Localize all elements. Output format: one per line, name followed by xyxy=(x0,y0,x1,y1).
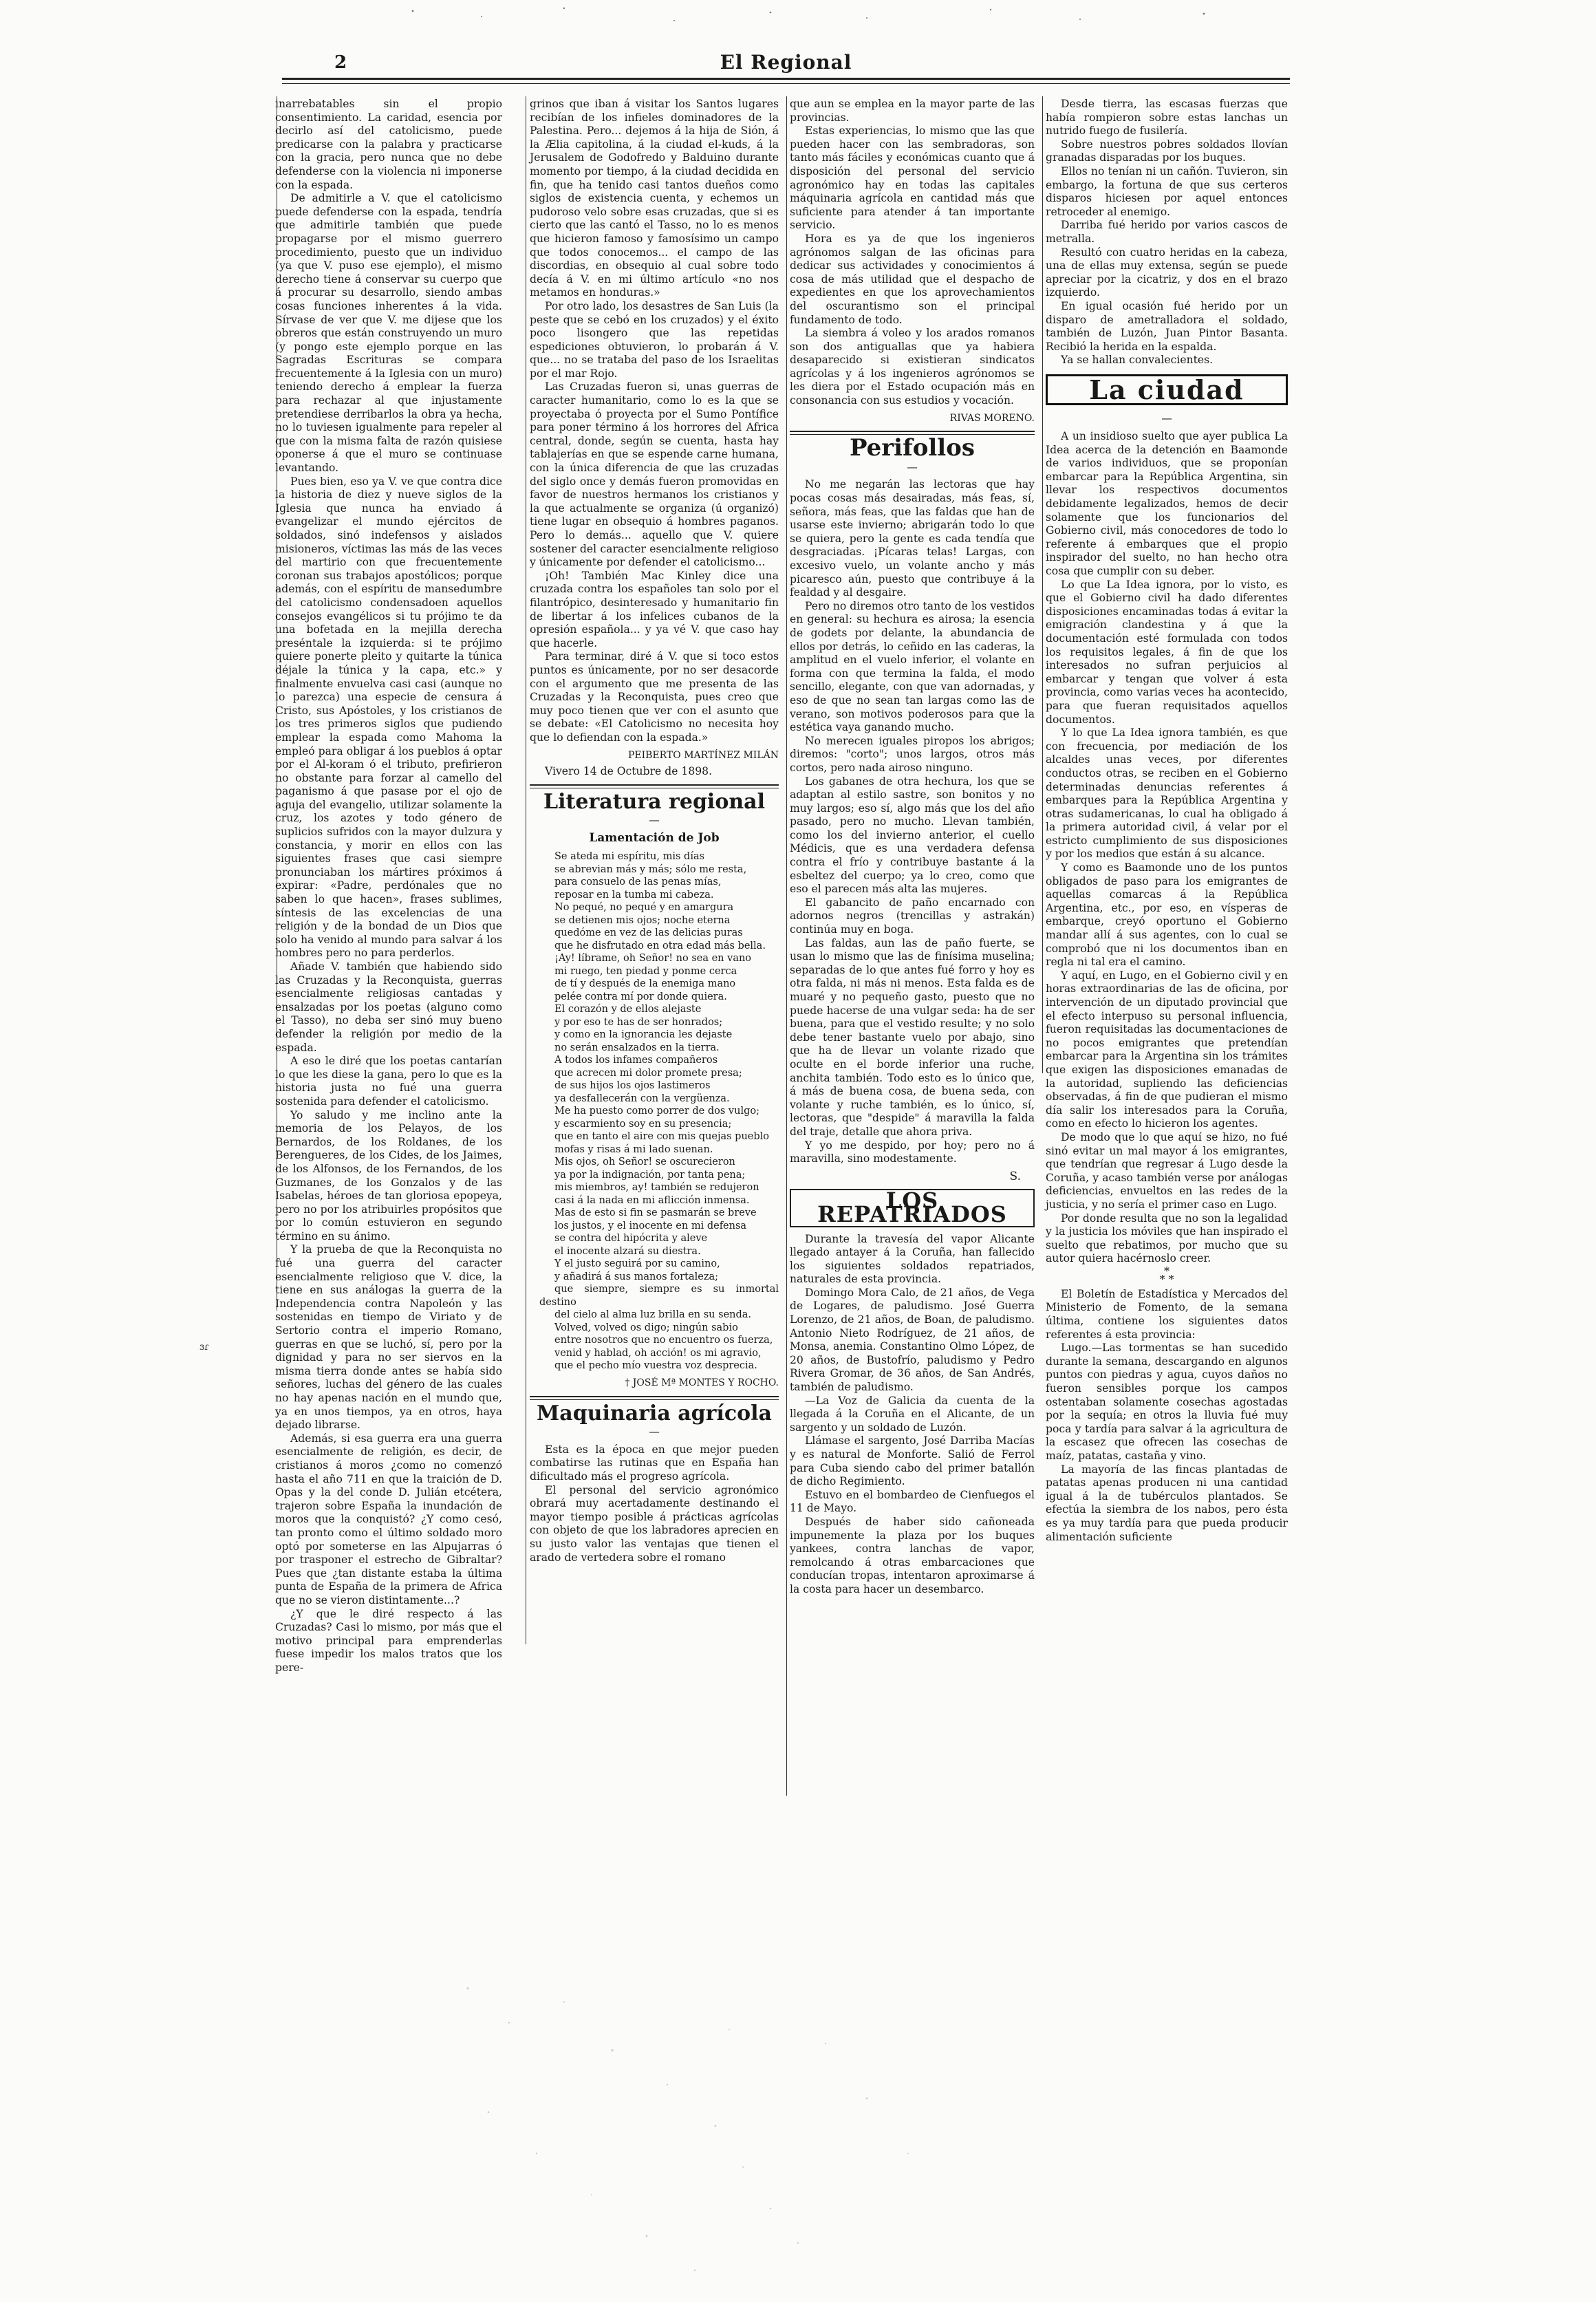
poem-line: entre nosotros que no encuentro os fuerza, xyxy=(554,1335,773,1346)
section-rule xyxy=(530,1396,779,1400)
paragraph: Darriba fué herido por varios cascos de metralla. xyxy=(1046,219,1288,245)
poem-line: que siempre, siempre es su inmortal destino xyxy=(539,1284,779,1308)
paragraph: No merecen iguales piropos los abrigos; diremos: "corto"; unos largos, otros más cortos, pero nada airoso ninguno. xyxy=(790,734,1035,774)
paragraph: ¡Oh! También Mac Kinley dice una cruzada contra los españoles tan solo por el filantrópico, desinteresado y humanitario fin de libertar á los infelices cubanos de la opresión española... y ya vé V. que caso hay que hacerle. xyxy=(530,569,779,649)
poem-line: ya por la indignación, por tanta pena; xyxy=(554,1169,746,1181)
paragraph: Desde tierra, las escasas fuerzas que había rompieron sobre estas lanchas un nutrido fuego de fusilería. xyxy=(1046,98,1288,138)
paragraph: A un insidioso suelto que ayer publica La Idea acerca de la detención en Baamonde de varios individuos, que se proponían embarcar para la República Argentina, sin llevar los respectivos documentos debidamente legalizados, hemos de decir solamente que los funcionarios del Gobierno civil, más conocedores de todo lo referente á embarques que el propio inspirador del suelto, no han hecho otra cosa que cumplir con su deber. xyxy=(1046,430,1288,577)
poem-line: Volved, volved os digo; ningún sabio xyxy=(554,1322,738,1333)
section-rule xyxy=(530,784,779,788)
poem-line: Se ateda mi espíritu, mis días xyxy=(554,851,705,863)
paragraph: Las faldas, aun las de paño fuerte, se usan lo mismo que las de finísima muselina; separadas de lo que antes fué forro y hoy es otra falda, ni más ni menos. Esta falda es de muaré y no pequeño gasto, puesto que no puede hacerse de una vulgar seda: ha de ser buena, para que el vestido resulte; y no solo debe tener bastante vuelo por abajo, sino que ha de llevar un volante rizado que oculte en el borde inferior una ruche, anchita también. Todo esto es lo único que, á más de buena cosa, de buena seda, con volante y ruche también, es lo único, sí, lectoras, que "despide" á maravilla la falda del traje, detalle que ahora priva. xyxy=(790,936,1035,1138)
poem-line: y añadirá á sus manos fortaleza; xyxy=(554,1271,719,1282)
paragraph: Domingo Mora Calo, de 21 años, de Vega de Logares, de paludismo. José Guerra Lorenzo, de 21 años, de Boan, de paludismo. Antonio Nieto Rodríguez, de 21 años, de Monsa, anemia. Constantino Olmo López, de 20 años, de Bustofrío, paludismo y Pedro Rivera Gromar, de 36 años, de San Andrés, también de paludismo. xyxy=(790,1286,1035,1394)
paragraph: Estas experiencias, lo mismo que las que pueden hacer con las sembradoras, son tanto más fáciles y económicas cuanto que á disposición del personal del servicio agronómico hay en todas las capitales máquinaria agrícola en cantidad más que suficiente para atender á tan importante servicio. xyxy=(790,125,1035,232)
poem-signature: † JOSÉ Mª MONTES Y ROCHO. xyxy=(625,1377,779,1388)
section-title-repatriados: LOS REPATRIADOS xyxy=(790,1189,1035,1227)
title-dash: — xyxy=(1161,412,1172,425)
paragraph: La mayoría de las fincas plantadas de patatas apenas producen ni una cantidad igual á la de tubérculos plantados. Se efectúa la siembra de los nabos, pero ésta es ya muy tardía para que pueda producir alimentación suficiente xyxy=(1046,1463,1288,1543)
paragraph: grinos que iban á visitar los Santos lugares recibían de los infieles dominadores de la Palestina. Pero... dejemos á la hija de Sión, á la Ælia capitolina, á la ciudad el-kuds, á la Jerusalem de Godofredo y Balduino durante momento por tiempo, á la ciudad decidida en fin, que ha tenido casi tantos dueños como siglos de existencia cuenta, y echemos un pudoroso velo sobre esas cruzadas, que si es cierto que las cantó el Tasso, no lo es menos que hicieron famoso y famosísimo un campo que todos conocemos... el campo de las discordias, en obsequio al cual sobre todo decía á V. en mi último artículo «no nos metamos en honduras.» xyxy=(530,98,779,299)
poem-line: que acrecen mi dolor promete presa; xyxy=(554,1067,742,1079)
paragraph: Y la prueba de que la Reconquista no fué una guerra del caracter esencialmente religioso que V. dice, la tiene en sus análogas la guerra de la Independencia contra Napoleón y las sostenidas en tiempo de Viriato y de Sertorio contra el imperio Romano, guerras en que se luchó, sí, pero por la dignidad y para no ser siervos en la misma tierra donde antes se había sido señores, luchas del género de las cuales no hay apenas nación en el mundo que, ya en unos tiempos, ya en otros, haya dejado librarse. xyxy=(275,1243,502,1432)
paragraph: De admitirle a V. que el catolicismo puede defenderse con la espada, tendría que admitirle también que puede propagarse por el mismo guerrero procedimiento, puesto que un individuo (ya que V. puso ese ejemplo), el mismo derecho tiene á conservar su cuerpo que á procurar su desarrollo, siendo ambas cosas funciones inherentes á la vida. Sírvase de ver que V. me dijese que los obreros que están construyendo un muro (y pongo este ejemplo porque en las Sagradas Escrituras se compara frecuentemente á la Iglesia con un muro) teniendo derecho á emplear la fuerza para rechazar al que injustamente pretendiese derribarlos la obra ya hecha, no lo tuviesen igualmente para repeler al que con la misma falta de razón quisiese oponerse á que el muro se continuase levantando. xyxy=(275,192,502,475)
paragraph: inarrebatables sin el propio consentimiento. La caridad, esencia por decirlo así del catolicismo, puede predicarse con la palabra y practicarse con la gracia, pero nunca que no debe defenderse con la violencia ni imponerse con la espada. xyxy=(275,98,502,191)
column-divider xyxy=(786,96,787,1796)
section-title-maquinaria: Maquinaria agrícola xyxy=(537,1401,772,1426)
title-dash: — xyxy=(649,1426,660,1439)
paragraph: que aun se emplea en la mayor parte de las provincias. xyxy=(790,98,1035,124)
paragraph: Esta es la época en que mejor pueden combatirse las rutinas que en España han dificultado más el progreso agrícola. xyxy=(530,1443,779,1483)
column-1 xyxy=(275,98,502,1674)
poem-line: de sus hijos los ojos lastimeros xyxy=(554,1080,711,1092)
paragraph: Añade V. también que habiendo sido las Cruzadas y la Reconquista, guerras esencialmente religiosas cantadas y ensalzadas por los poetas (alguno como el Tasso), no deba ser sinó muy bueno defender la religión por medio de la espada. xyxy=(275,960,502,1054)
paragraph: El gabancito de paño encarnado con adornos negros (trencillas y astrakán) continúa muy en boga. xyxy=(790,896,1035,936)
section-title-literatura: Literatura regional xyxy=(543,789,765,814)
article-signature: S. xyxy=(1009,1169,1021,1183)
paragraph: Y aquí, en Lugo, en el Gobierno civil y en horas extraordinarias de las de oficina, por intervención de un diputado provincial que el efecto interpuso su personal influencia, fueron requisitadas las documentaciones de no pocos emigrantes que pretendían embarcar para la Argentina sin los trámites que exigen las disposiciones emanadas de la autoridad, supliendo las deficiencias observadas, á fin de que pudieran el mismo día salir los interesados para la Coruña, como en efecto lo hicieron los agentes. xyxy=(1046,969,1288,1130)
poem-line: mofas y risas á mi lado suenan. xyxy=(554,1143,713,1155)
paragraph: Hora es ya de que los ingenieros agrónomos salgan de las oficinas para dedicar sus actividades y conocimientos á cosa de más utilidad que el despacho de expedientes en que los aprovechamientos del oscurantismo son el principal fundamento de todo. xyxy=(790,232,1035,326)
paragraph: Pues bien, eso ya V. ve que contra dice la historia de diez y nueve siglos de la Iglesia que nunca ha enviado á evangelizar el mundo ejércitos de soldados, sinó indefensos y aislados misioneros, víctimas las más de las veces del martirio con que frecuentemente coronan sus trabajos apostólicos; porque además, con el espíritu de mansedumbre del catolicismo condensadoen aquellos consejos evangélicos si tu prójimo te da una bofetada en la mejilla derecha preséntale la izquierda: si te prójimo quiere ponerte pleito y quitarte la túnica déjale la túnica y la capa, etc.» y finalmente envuelva casi casi (aunque no lo parezca) una especie de censura á Cristo, sus Apóstoles, y los cristianos de los tres primeros siglos que pudiendo emplear la espada como Mahoma la empleó para obligar á los pueblos á optar por el Al-koram ó el tributo, prefirieron no obstante para forzar al camello del paganismo á que pasase por el ojo de aguja del evangelio, utilizar solamente la cruz, los azotes y todo género de suplicios sufridos con la mayor dulzura y constancia, y morir en ellos con las siguientes frases que casi siempre pronunciaban los mártires próximos á expirar: «Padre, perdónales que no saben lo que hacen», frases sublimes, síntesis de las excelencias de una religión y de la bondad de un Dios que solo ha venido al mundo para salvar á los hombres pero no para perderlos. xyxy=(275,475,502,960)
header-rule xyxy=(282,78,1290,84)
column-4 xyxy=(1046,98,1288,1797)
poem-line: pelée contra mí por donde quiera. xyxy=(554,991,727,1002)
column-divider xyxy=(1042,96,1043,1073)
paragraph: Ellos no tenían ni un cañón. Tuvieron, sin embargo, la fortuna de que sus certeros disparos hiciesen por aquel entonces retroceder al enemigo. xyxy=(1046,164,1288,218)
poem-line: se contra del hipócrita y aleve xyxy=(554,1233,708,1245)
poem-line: quedóme en vez de las delicias puras xyxy=(554,927,743,939)
print-smudge xyxy=(385,1947,1004,2291)
poem-line: Mis ojos, oh Señor! se oscurecieron xyxy=(554,1157,735,1168)
paragraph: Lo que La Idea ignora, por lo visto, es que el Gobierno civil ha dado diferentes disposiciones encaminadas todas á evitar la emigración clandestina y á que la documentación esté formulada con todos los requisitos legales, á fin de que los interesados no sufran perjuicios al embarcar y tengan que volver á esta provincia, como varias veces ha acontecido, para que fueran requisitados aquellos documentos. xyxy=(1046,578,1288,726)
poem-line: del cielo al alma luz brilla en su senda. xyxy=(554,1309,752,1321)
print-specks xyxy=(385,3,1280,30)
paragraph: Por donde resulta que no son la legalidad y la justicia los móviles que han inspirado el suelto que rebatimos, por mucho que su autor quiera hacérnoslo creer. xyxy=(1046,1212,1288,1265)
poem-line: y escarmiento soy en su presencia; xyxy=(554,1118,732,1130)
poem-line: ¡Ay! líbrame, oh Señor! no sea en vano xyxy=(554,953,752,965)
paragraph: Y lo que La Idea ignora también, es que con frecuencia, por mediación de los alcaldes unas veces, por diferentes conductos otras, se reciben en el Gobierno determinadas denuncias referentes á embarques para la República Argentina y otras sudamericanas, lo cual ha obligado á la primera autoridad civil, á velar por el estricto cumplimiento de sus disposiciones y por los medios que están á su alcance. xyxy=(1046,727,1288,861)
poem-line: Me ha puesto como porrer de dos vulgo; xyxy=(554,1106,759,1117)
poem-line: que en tanto el aire con mis quejas pueblo xyxy=(554,1131,770,1143)
article-signature: PEIBERTO MARTÍNEZ MILÁN xyxy=(627,749,779,761)
page-header xyxy=(282,48,1290,76)
paragraph: A eso le diré que los poetas cantarían lo que les diese la gana, pero lo que es la historia justa no fué una guerra sostenida para defender el catolicismo. xyxy=(275,1055,502,1108)
page-number: 2 xyxy=(334,52,347,73)
poem-line: que he disfrutado en otra edad más bella. xyxy=(554,940,766,951)
title-dash: — xyxy=(649,814,660,827)
poem-line: venid y hablad, oh acción! os mi agravio, xyxy=(554,1347,762,1359)
article-signature: RIVAS MORENO. xyxy=(949,412,1035,424)
poem-line: y por eso te has de ser honrados; xyxy=(554,1016,723,1028)
poem-line: el inocente alzará su diestra. xyxy=(554,1245,701,1257)
poem-line: ya desfallecerán con la vergüenza. xyxy=(554,1093,730,1104)
paragraph: Pero no diremos otro tanto de los vestidos en general: su hechura es airosa; la esencia de godets por delante, la abundancia de ellos por detrás, lo ceñido en las caderas, la amplitud en el vuelo inferior, el volante en forma con que termina la falda, el modo sencillo, elegante, con que van adornadas, y eso de que no sean tan largas como las de verano, son motivos poderosos para que la estética vaya ganando mucho. xyxy=(790,599,1035,734)
poem-title: Lamentación de Job xyxy=(589,830,720,845)
poem xyxy=(530,850,779,1373)
poem-line: A todos los infames compañeros xyxy=(554,1055,718,1066)
paragraph: El Boletín de Estadística y Mercados del Ministerio de Fomento, de la semana última, contiene los siguientes datos referentes á esta provincia: xyxy=(1046,1287,1288,1341)
paragraph: —La Voz de Galicia da cuenta de la llegada á la Coruña en el Alicante, de un sargento y un soldado de Luzón. xyxy=(790,1394,1035,1434)
article-dateline: Vivero 14 de Octubre de 1898. xyxy=(545,765,713,778)
section-title-ciudad: La ciudad xyxy=(1046,374,1288,406)
section-title-perifollos: Perifollos xyxy=(849,434,975,462)
poem-line: para consuelo de las penas mías, xyxy=(554,876,722,888)
column-3 xyxy=(790,98,1035,1794)
paragraph: De modo que lo que aquí se hizo, no fué sinó evitar un mal mayor á los emigrantes, que tendrían que regresar á Lugo desde la Coruña, y acaso también verse por análogas deficiencias, envueltos en las redes de la justicia, y no sería el primer caso en Lugo. xyxy=(1046,1130,1288,1211)
margin-mark: ɜɾ xyxy=(200,1342,209,1353)
paragraph: Para terminar, diré á V. que si toco estos puntos es únicamente, por no ser desacorde con el argumento que me presenta de las Cruzadas y la Reconquista, pues creo que muy poco tienen que ver con el asunto que se debate: «El Catolicismo no necesita hoy que lo defiendan con la espada.» xyxy=(530,650,779,744)
poem-line: reposar en la tumba mi cabeza. xyxy=(554,889,714,901)
paragraph: Yo saludo y me inclino ante la memoria de los Pelayos, de los Bernardos, de los Roldanes, de los Berengueres, de los Cides, de los Jaimes, de los Alfonsos, de los Fernandos, de los Guzmanes, de los Gonzalos y de las Isabelas, héroes de tan gloriosa epopeya, pero no por los atribuirles propósitos que por lo común estuvieron en segundo término en su ánimo. xyxy=(275,1108,502,1243)
paragraph: Sobre nuestros pobres soldados llovían granadas disparadas por los buques. xyxy=(1046,138,1288,164)
poem-line: de tí y después de la enemiga mano xyxy=(554,978,736,990)
poem-line: casi á la nada en mi aflicción inmensa. xyxy=(554,1194,750,1206)
paragraph: Ya se hallan convalecientes. xyxy=(1061,354,1214,367)
poem-line: y como en la ignorancia les dejaste xyxy=(554,1029,733,1041)
paragraph: Resultó con cuatro heridas en la cabeza, una de ellas muy extensa, según se puede apreciar por la cicatriz, y dos en el brazo izquierdo. xyxy=(1046,246,1288,299)
paragraph: Además, si esa guerra era una guerra esencialmente de religión, es decir, de cristianos á moros ¿como no comenzó hasta el año 711 en que la traición de D. Opas y la del conde D. Julián etcétera, trajeron sobre España la inundación de moros que la conquistó? ¿Y como cesó, tan pronto como el último soldado moro optó por someterse en las Alpujarras ó por trasponer el estrecho de Gibraltar? Pues que ¿tan distante estaba la última punta de España de la primera de Africa que no se vieron distintamente...? xyxy=(275,1432,502,1606)
paragraph: Los gabanes de otra hechura, los que se adaptan al estilo sastre, son bonitos y no muy largos; eso sí, algo más que los del año pasado, pero no mucho. Llevan también, como los del invierno anterior, el cuello Médicis, que es una verdadera defensa contra el frío y contribuye bastante á la esbeltez del cuerpo; ya lo creo, como que eso el parecen más alta las mujeres. xyxy=(790,775,1035,896)
poem-line: no serán ensalzados en la tierra. xyxy=(554,1042,720,1053)
poem-line: El corazón y de ellos alejaste xyxy=(554,1004,702,1015)
paragraph: Durante la travesía del vapor Alicante llegado antayer á la Coruña, han fallecido los siguientes soldados repatriados, naturales de esta provincia. xyxy=(790,1232,1035,1286)
poem-line: Mas de esto si fin se pasmarán se breve xyxy=(554,1207,757,1219)
paragraph: En igual ocasión fué herido por un disparo de ametralladora el soldado, también de Luzón, Juan Pintor Basanta. Recibió la herida en la espalda. xyxy=(1046,299,1288,353)
paragraph: Llámase el sargento, José Darriba Macías y es natural de Monforte. Salió de Ferrol para Cuba siendo cabo del primer batallón de dicho Regimiento. xyxy=(790,1434,1035,1488)
paragraph: Estuvo en el bombardeo de Cienfuegos el 11 de Mayo. xyxy=(790,1488,1035,1515)
poem-line: se abrevian más y más; sólo me resta, xyxy=(554,863,747,875)
paragraph: El personal del servicio agronómico obrará muy acertadamente destinando el mayor tiempo posible á prácticas agrícolas con objeto de que los labradores aprecien en su justo valor las ventajas que tienen el arado de vertedera sobre el romano xyxy=(530,1483,779,1564)
poem-line: los justos, y el inocente en mi defensa xyxy=(554,1220,747,1231)
newspaper-title: El Regional xyxy=(720,51,852,74)
column-2 xyxy=(530,98,779,1642)
poem-line: mi ruego, ten piedad y ponme cerca xyxy=(554,965,737,977)
poem-line: mis miembros, ay! también se redujeron xyxy=(554,1182,759,1194)
paragraph: Lugo.—Las tormentas se han sucedido durante la semana, descargando en algunos puntos con piedras y agua, cuyos daños no fueron sensibles porque los campos ostentaban solamente cosechas agostadas por la sequía; en otros la lluvia fué muy poca y tardía para salvar á la agricultura de la escasez que ofrecen las cosechas de maíz, patatas, castaña y vino. xyxy=(1046,1342,1288,1462)
paragraph: La siembra á voleo y los arados romanos son dos antiguallas que ya habiera desaparecido si existieran sindicatos agrícolas y á los ingenieros agrónomos se les diera por el Estado ocupación más en consonancia con sus estudios y vocación. xyxy=(790,327,1035,407)
paragraph: Y como es Baamonde uno de los puntos obligados de paso para los emigrantes de aquellas comarcas á la República Argentina, etc., por eso, en vísperas de embarque, creyó oportuno el Gobierno mandar allí á sus agentes, con lo cual se comprobó que ni los documentos iban en regla ni tal era el camino. xyxy=(1046,861,1288,969)
title-dash: — xyxy=(907,460,918,473)
poem-line: No pequé, no pequé y en amargura xyxy=(554,902,734,914)
section-stars: * * * xyxy=(1159,1264,1174,1286)
paragraph: Por otro lado, los desastres de San Luis (la peste que se cebó en los cruzados) y el éxito poco lisongero que las repetidas espediciones obtuvieron, lo probarán á V. que... no se trataba del paso de los Israelitas por el mar Rojo. xyxy=(530,299,779,380)
paragraph: Las Cruzadas fueron si, unas guerras de caracter humanitario, como lo es la que se proyectaba ó proyecta por el Sumo Pontífice para poner término á los horrores del Africa central, donde, según se cuenta, hasta hay tablajerías en que se espende carne humana, con la única diferencia de que las cruzadas del siglo once y demás fueron promovidas en favor de nuestros hermanos los cristianos y la que actualmente se organiza (ú organizó) tiene lugar en obsequio á hombres paganos. Pero lo demás... aquello que V. quiere sostener del caracter esencialmente religioso y únicamente por defender el catolicismo... xyxy=(530,380,779,569)
poem-line: Y el justo seguirá por su camino, xyxy=(554,1258,720,1270)
poem-line: se detienen mis ojos; noche eterna xyxy=(554,914,731,926)
paragraph: ¿Y que le diré respecto á las Cruzadas? Casi lo mismo, por más que el motivo principal para emprenderlas fuese impedir los malos tratos que los pere- xyxy=(275,1607,502,1674)
poem-line: que el pecho mío vuestra voz desprecia. xyxy=(554,1360,757,1372)
paragraph: No me negarán las lectoras que hay pocas cosas más desairadas, más feas, sí, señora, más feas, que las faldas que han de usarse este invierno; abrigarán todo lo que se quiera, pero la gente es cada tendía que desgraciadas. ¡Pícaras telas! Largas, con excesivo vuelo, un volante ancho y más picaresco aún, puesto que contribuye á la fealdad y al desgaire. xyxy=(790,478,1035,599)
paragraph: Después de haber sido cañoneada impunemente la plaza por los buques yankees, contra lanchas de vapor, remolcando á otras embarcaciones que conducían tropas, intentaron aproximarse á la costa para hacer un desembarco. xyxy=(790,1515,1035,1595)
paragraph: Y yo me despido, por hoy; pero no á maravilla, sino modestamente. xyxy=(790,1139,1035,1165)
